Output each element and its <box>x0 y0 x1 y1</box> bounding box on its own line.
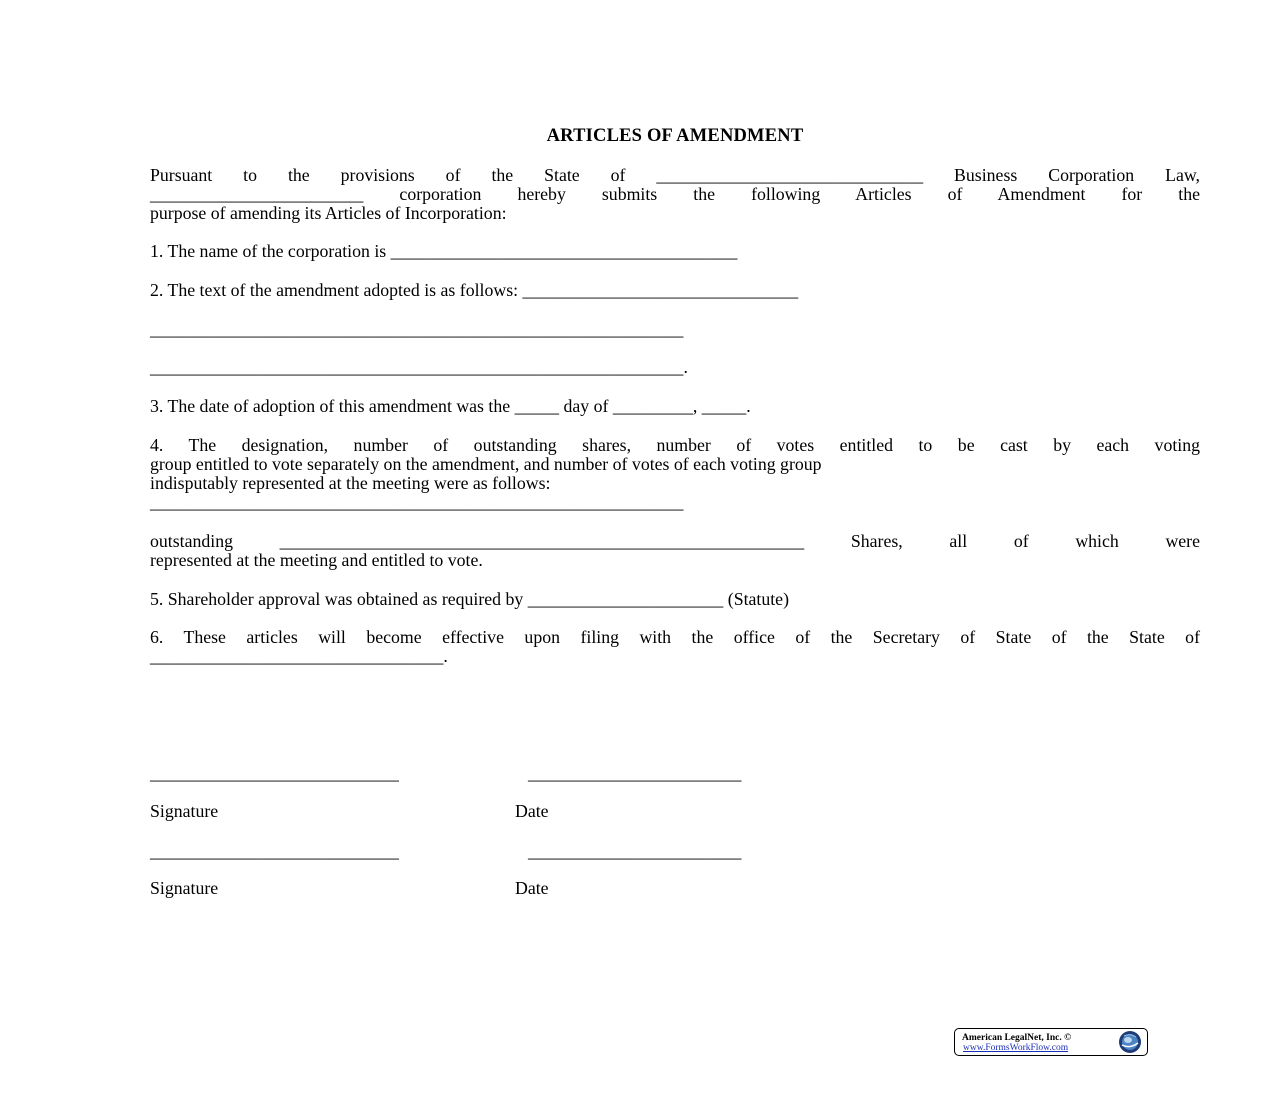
badge-company-name: American LegalNet, Inc. © <box>962 1033 1072 1043</box>
item-3-adoption-date: 3. The date of adoption of this amendment was the _____ day of _________, _____. <box>150 396 751 416</box>
item-6-line-2: _________________________________. <box>150 646 448 666</box>
item-4-line-3: indisputably represented at the meeting were as follows: <box>150 473 551 493</box>
item-2-amendment-text: 2. The text of the amendment adopted is as follows: _______________________________ <box>150 280 799 300</box>
item-5-shareholder-approval: 5. Shareholder approval was obtained as required by ______________________ (Statute) <box>150 589 789 609</box>
intro-line-2: ________________________ corporation hereby submits the following Articles of Amendment for the <box>150 184 1200 204</box>
item-4-outstanding-line-2: represented at the meeting and entitled to vote. <box>150 550 483 570</box>
signature-line-2: ____________________________ <box>150 841 399 861</box>
signature-label-2: Signature <box>150 878 219 898</box>
date-label-2: Date <box>515 878 549 898</box>
signature-label-1: Signature <box>150 801 219 821</box>
document-title: ARTICLES OF AMENDMENT <box>546 126 804 146</box>
item-2-blank-line-1: ____________________________________________________________ <box>150 319 684 339</box>
item-4-blank-line: ____________________________________________________________ <box>150 492 684 512</box>
intro-line-3: purpose of amending its Articles of Incorporation: <box>150 203 507 223</box>
item-4-outstanding-shares: outstanding ___________________________________________________________ Shares, all of which were <box>150 531 1200 551</box>
date-line-1: ________________________ <box>528 763 742 783</box>
globe-icon <box>1118 1030 1142 1054</box>
item-4-line-1: 4. The designation, number of outstanding shares, number of votes entitled to be cast by each voting <box>150 435 1200 455</box>
item-1-corporation-name: 1. The name of the corporation is _______________________________________ <box>150 241 738 261</box>
item-2-blank-line-2: ____________________________________________________________. <box>150 357 688 377</box>
signature-line-1: ____________________________ <box>150 763 399 783</box>
date-label-1: Date <box>515 801 549 821</box>
badge-website-link[interactable]: www.FormsWorkFlow.com <box>963 1043 1069 1053</box>
footer-badge <box>954 1028 1148 1056</box>
intro-line-1: Pursuant to the provisions of the State of ______________________________ Business Corporation Law, <box>150 165 1200 185</box>
date-line-2: ________________________ <box>528 841 742 861</box>
item-4-line-2: group entitled to vote separately on the amendment, and number of votes of each voting group <box>150 454 822 474</box>
item-6-line-1: 6. These articles will become effective upon filing with the office of the Secretary of State of the State of <box>150 627 1200 647</box>
